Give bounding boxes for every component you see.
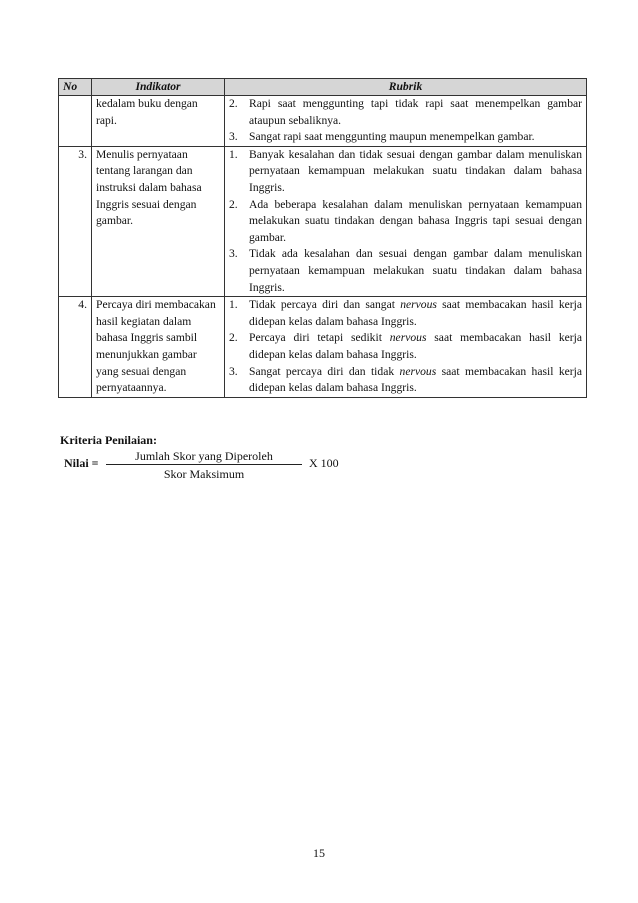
rubrik-item: 3. Sangat rapi saat menggunting maupun menempelkan gambar. bbox=[229, 130, 535, 144]
row-number bbox=[59, 96, 92, 147]
header-rubrik: Rubrik bbox=[225, 79, 587, 96]
rubrik-item: 3. Tidak ada kesalahan dan sesuai dengan gambar dalam menuliskan pernyataan kemampuan melakukan suatu tindakan dalam bahasa Inggris. bbox=[229, 247, 582, 294]
kriteria-title: Kriteria Penilaian: bbox=[60, 433, 157, 447]
score-fraction bbox=[106, 449, 302, 481]
header-no: No bbox=[59, 79, 92, 96]
fraction-bar bbox=[106, 464, 302, 465]
indikator-cell: Percaya diri membacakan hasil kegiatan dalam bahasa Inggris sambil menunjukkan gambar yang sesuai dengan pernyataannya. bbox=[92, 297, 225, 398]
table-row bbox=[59, 96, 587, 147]
rubrik-item: 1. Banyak kesalahan dan tidak sesuai dengan gambar dalam menuliskan pernyataan kemampuan melakukan suatu tindakan dalam bahasa Inggris. bbox=[229, 147, 582, 194]
indikator-cell: kedalam buku dengan rapi. bbox=[92, 96, 225, 147]
nervous-term: nervous bbox=[399, 364, 437, 378]
table-row bbox=[59, 146, 587, 296]
fraction-denominator: Skor Maksimum bbox=[163, 467, 245, 481]
rubrik-item: 2. Percaya diri tetapi sedikit nervous saat membacakan hasil kerja didepan kelas dalam bahasa Inggris. bbox=[229, 331, 582, 361]
nilai-label: Nilai = bbox=[64, 456, 99, 470]
header-indikator: Indikator bbox=[92, 79, 225, 96]
nervous-term: nervous bbox=[389, 331, 427, 345]
rubrik-cell bbox=[225, 297, 587, 398]
row-number: 4. bbox=[59, 297, 92, 398]
rubrik-item: 1. Tidak percaya diri dan sangat nervous saat membacakan hasil kerja didepan kelas dalam bahasa Inggris. bbox=[229, 298, 582, 328]
row-number: 3. bbox=[59, 146, 92, 296]
table-row bbox=[59, 297, 587, 398]
page-number: 15 bbox=[313, 846, 325, 860]
rubrik-cell bbox=[225, 96, 587, 147]
rubrik-cell bbox=[225, 146, 587, 296]
nervous-term: nervous bbox=[400, 298, 437, 312]
rubric-table bbox=[58, 78, 587, 398]
rubrik-item: 3. Sangat percaya diri dan tidak nervous saat membacakan hasil kerja didepan kelas dalam bahasa Inggris. bbox=[229, 364, 582, 395]
multiplier: X 100 bbox=[309, 456, 339, 470]
rubrik-item: 2. Rapi saat menggunting tapi tidak rapi saat menempelkan gambar ataupun sebaliknya. bbox=[229, 97, 582, 127]
rubrik-item: 2. Ada beberapa kesalahan dalam menuliskan pernyataan kemampuan melakukan suatu tindakan dengan bahasa Inggris tapi sesuai dengan gambar. bbox=[229, 197, 582, 244]
indikator-cell: Menulis pernyataan tentang larangan dan instruksi dalam bahasa Inggris sesuai dengan gambar. bbox=[92, 146, 225, 296]
table-header-row bbox=[59, 79, 587, 96]
fraction-numerator: Jumlah Skor yang Diperoleh bbox=[135, 449, 273, 463]
